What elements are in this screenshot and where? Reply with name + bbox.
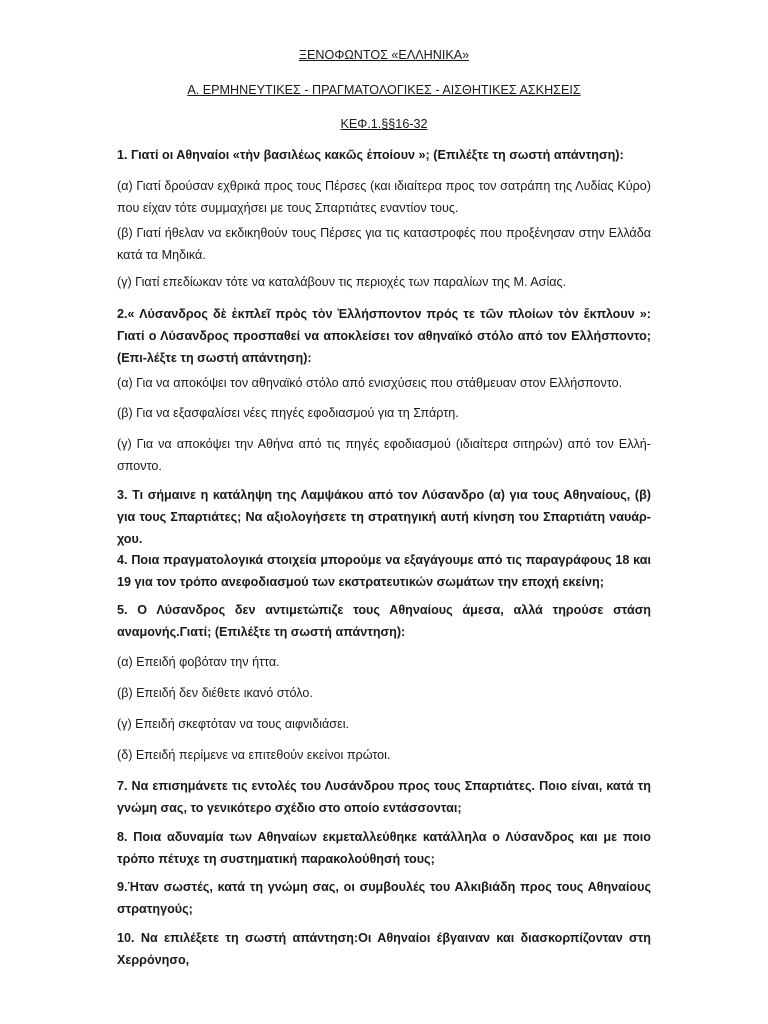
question-2-option-c: (γ) Για να αποκόψει την Αθήνα από τις πηγές εφοδιασμού (ιδιαίτερα σιτηρών) από τον Ελλή-σποντο.: [117, 437, 651, 473]
question-2: 2.« Λύσανδρος δὲ ἐκπλεῖ πρὸς τὸν Ἑλλήσποντον πρός τε τῶν πλοίων τὸν ἔκπλουν »: Γιατί ο Λύσανδρος προσπαθεί να αποκλείσει τον αθηναϊκό στόλο από τον Ελλήσποντο; (Επι-λέξτε τη σωστή απάντηση):: [117, 307, 651, 365]
question-5: 5. Ο Λύσανδρος δεν αντιμετώπιζε τους Αθηναίους άμεσα, αλλά τηρούσε στάση αναμονής.Γιατί; (Επιλέξτε τη σωστή απάντηση):: [117, 603, 651, 639]
document-subtitle: Α. ΕΡΜΗΝΕΥΤΙΚΕΣ - ΠΡΑΓΜΑΤΟΛΟΓΙΚΕΣ - ΑΙΣΘΗΤΙΚΕΣ ΑΣΚΗΣΕΙΣ: [187, 83, 581, 97]
question-1-option-a: (α) Γιατί δρούσαν εχθρικά προς τους Πέρσες (και ιδιαίτερα προς τον σατράπη της Λυδίας Κύρο) που είχαν τότε συμμαχήσει με τους Σπαρτιάτες εναντίον τους.: [117, 179, 651, 215]
question-2-option-b: (β) Για να εξασφαλίσει νέες πηγές εφοδιασμού για τη Σπάρτη.: [117, 406, 459, 420]
question-4: 4. Ποια πραγματολογικά στοιχεία μπορούμε να εξαγάγουμε από τις παραγράφους 18 και 19 για τον τρόπο ανεφοδιασμού των εκστρατευτικών σωμάτων την εποχή εκείνη;: [117, 553, 651, 589]
question-1: 1. Γιατί οι Αθηναίοι «τὴν βασιλέως κακῶς ἐποίουν »; (Επιλέξτε τη σωστή απάντηση):: [117, 148, 624, 162]
document-title: ΞΕΝΟΦΩΝΤΟΣ «ΕΛΛΗΝΙΚΑ»: [298, 48, 470, 62]
question-9: 9.Ήταν σωστές, κατά τη γνώμη σας, οι συμβουλές του Αλκιβιάδη προς τους Αθηναίους στρατηγούς;: [117, 880, 651, 916]
question-10: 10. Να επιλέξετε τη σωστή απάντηση:Οι Αθηναίοι έβγαιναν και διασκορπίζονταν στη Χερρόνησο,: [117, 931, 651, 967]
question-7: 7. Να επισημάνετε τις εντολές του Λυσάνδρου προς τους Σπαρτιάτες. Ποιο είναι, κατά τη γνώμη σας, το γενικότερο σχέδιο στο οποίο εντάσσονται;: [117, 779, 651, 815]
question-8: 8. Ποια αδυναμία των Αθηναίων εκμεταλλεύθηκε κατάλληλα ο Λύσανδρος και με ποιο τρόπο πέτυχε τη συστηματική παρακολούθησή τους;: [117, 830, 651, 866]
question-5-option-d: (δ) Επειδή περίμενε να επιτεθούν εκείνοι πρώτοι.: [117, 748, 391, 762]
question-5-option-c: (γ) Επειδή σκεφτόταν να τους αιφνιδιάσει.: [117, 717, 349, 731]
chapter-reference: ΚΕΦ.1.§§16-32: [340, 117, 428, 131]
question-3: 3. Τι σήμαινε η κατάληψη της Λαμψάκου από τον Λύσανδρο (α) για τους Αθηναίους, (β) για τους Σπαρτιάτες; Να αξιολογήσετε τη στρατηγική αυτή κίνηση του Σπαρτιάτη ναυάρ-χου.: [117, 488, 651, 546]
question-5-option-a: (α) Επειδή φοβόταν την ήττα.: [117, 655, 280, 669]
question-2-option-a: (α) Για να αποκόψει τον αθηναϊκό στόλο από ενισχύσεις που στάθμευαν στον Ελλήσποντο.: [117, 376, 623, 390]
question-1-option-b: (β) Γιατί ήθελαν να εκδικηθούν τους Πέρσες για τις καταστροφές που προξένησαν στην Ελλάδα κατά τα Μηδικά.: [117, 226, 651, 262]
question-1-option-c: (γ) Γιατί επεδίωκαν τότε να καταλάβουν τις περιοχές των παραλίων της Μ. Ασίας.: [117, 275, 567, 289]
question-5-option-b: (β) Επειδή δεν διέθετε ικανό στόλο.: [117, 686, 313, 700]
